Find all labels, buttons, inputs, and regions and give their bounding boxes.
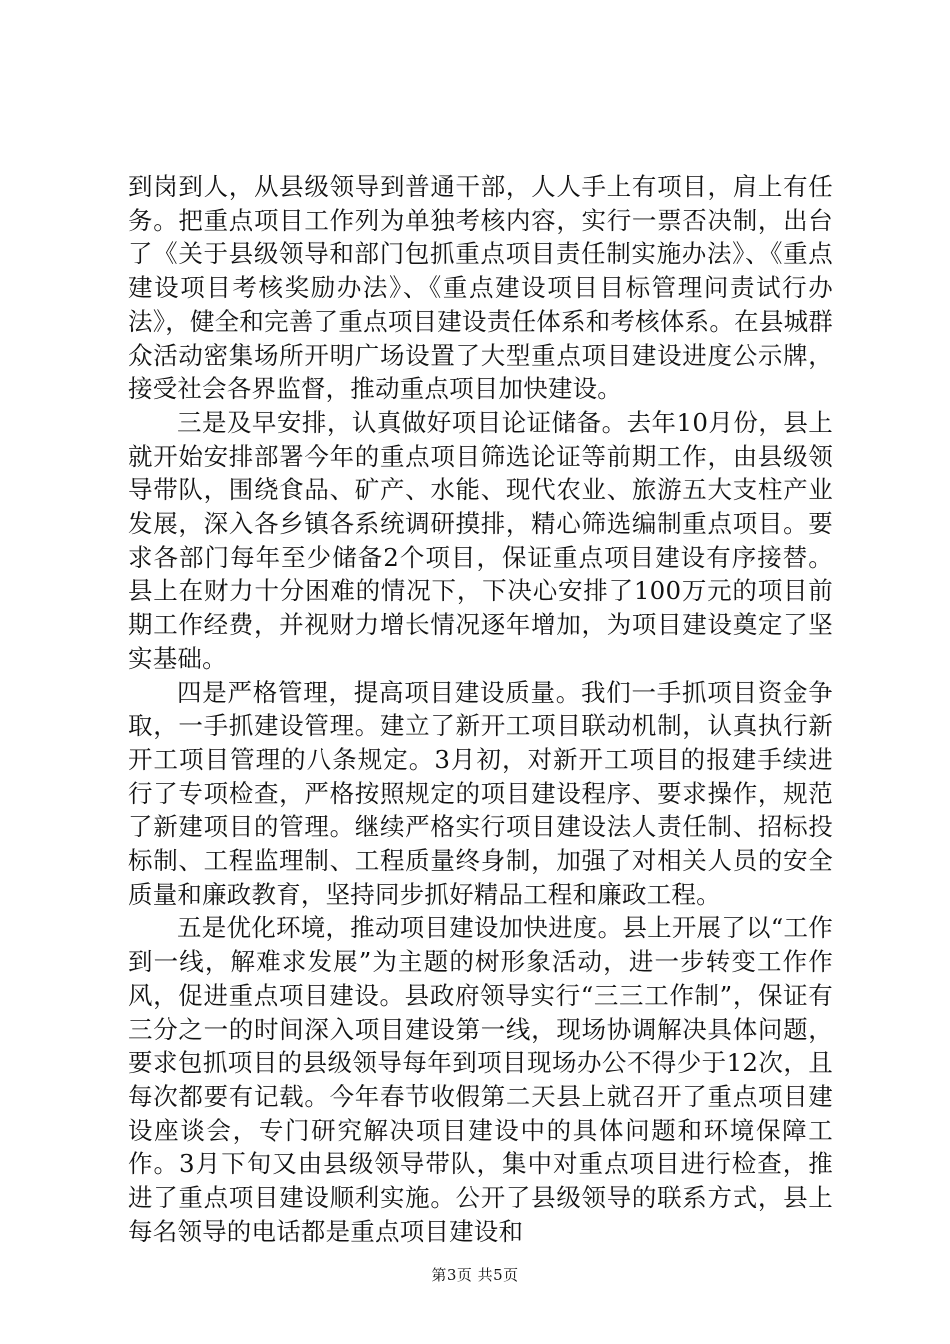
document-body	[128, 170, 833, 1249]
paragraph-project-reserve: 三是及早安排，认真做好项目论证储备。去年10月份，县上就开始安排部署今年的重点项目筛选论证等前期工作，由县级领导带队，围绕食品、矿产、水能、现代农业、旅游五大支柱产业发展，深入各乡镇各系统调研摸排，精心筛选编制重点项目。要求各部门每年至少储备2个项目，保证重点项目建设有序接替。县上在财力十分困难的情况下，下决心安排了100万元的项目前期工作经费，并视财力增长情况逐年增加，为项目建设奠定了坚实基础。	[128, 407, 833, 673]
paragraph-continued: 到岗到人，从县级领导到普通干部，人人手上有项目，肩上有任务。把重点项目工作列为单独考核内容，实行一票否决制，出台了《关于县级领导和部门包抓重点项目责任制实施办法》、《重点建设项目考核奖励办法》、《重点建设项目目标管理问责试行办法》，健全和完善了重点项目建设责任体系和考核体系。在县城群众活动密集场所开明广场设置了大型重点项目建设进度公示牌，接受社会各界监督，推动重点项目加快建设。	[128, 172, 833, 404]
page-footer: 第3页 共5页	[431, 1266, 519, 1284]
paragraph-project-management: 四是严格管理，提高项目建设质量。我们一手抓项目资金争取，一手抓建设管理。建立了新开工项目联动机制，认真执行新开工项目管理的八条规定。3月初，对新开工项目的报建手续进行了专项检查，严格按照规定的项目建设程序、要求操作，规范了新建项目的管理。继续严格实行项目建设法人责任制、招标投标制、工程监理制、工程质量终身制，加强了对相关人员的安全质量和廉政教育，坚持同步抓好精品工程和廉政工程。	[128, 677, 833, 909]
paragraph-environment-optimization: 五是优化环境，推动项目建设加快进度。县上开展了以“工作到一线，解难求发展”为主题的树形象活动，进一步转变工作作风，促进重点项目建设。县政府领导实行“三三工作制”，保证有三分之一的时间深入项目建设第一线，现场协调解决具体问题，要求包抓项目的县级领导每年到项目现场办公不得少于12次，且每次都要有记载。今年春节收假第二天县上就召开了重点项目建设座谈会，专门研究解决项目建设中的具体问题和环境保障工作。3月下旬又由县级领导带队，集中对重点项目进行检查，推进了重点项目建设顺利实施。公开了县级领导的联系方式，县上每名领导的电话都是重点项目建设和	[128, 913, 833, 1246]
